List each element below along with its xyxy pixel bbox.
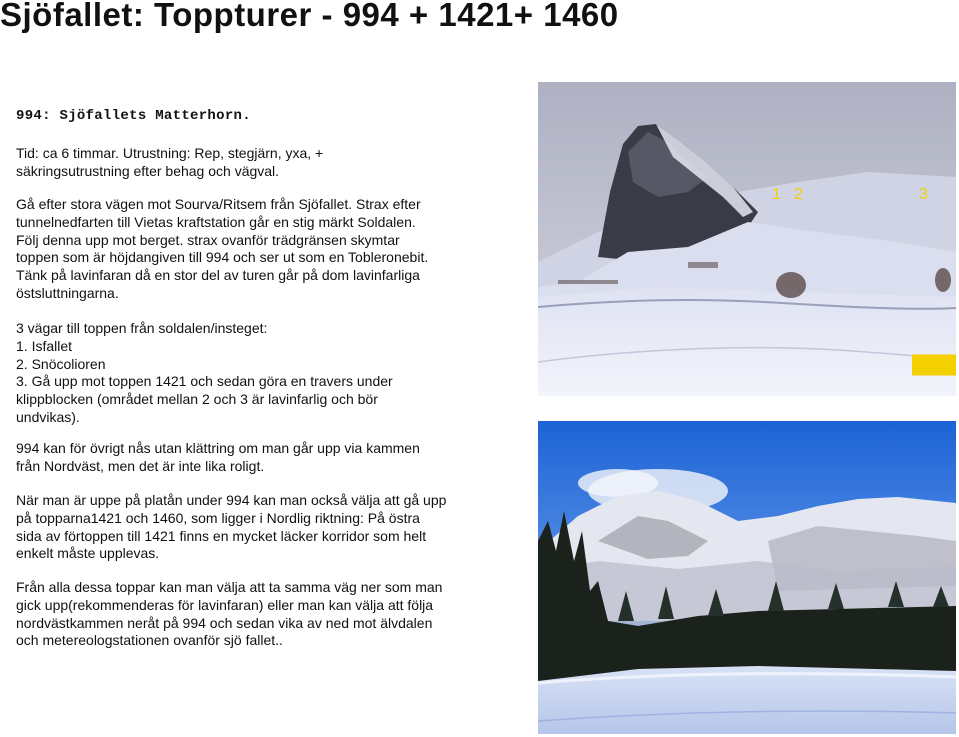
text-line: tunnelnedfarten till Vietas kraftstation går en stig märkt Soldalen. xyxy=(16,213,416,230)
text-line: gick upp(rekommenderas för lavinfaran) eller man kan välja att följa xyxy=(16,596,434,613)
list-item: 2. Snöcolioren xyxy=(16,355,106,372)
paragraph-descent xyxy=(16,579,536,650)
route-marker-1: 1 xyxy=(772,186,781,203)
text-line: från Nordväst, men det är inte lika roligt. xyxy=(16,457,265,474)
text-line: säkringsutrustning efter behag och vägval. xyxy=(16,162,280,179)
text-line: sida av förtoppen till 1421 finns en mycket läcker korridor som helt xyxy=(16,527,427,544)
paragraph-plateau xyxy=(16,492,536,563)
arrow-right-icon xyxy=(912,208,956,396)
route-list xyxy=(16,338,536,427)
paragraph-time-equipment xyxy=(16,145,536,181)
text-line: klippblocken (området mellan 2 och 3 är lavinfarlig och bör xyxy=(16,391,378,408)
list-item xyxy=(16,373,536,426)
text-line: Tid: ca 6 timmar. Utrustning: Rep, stegjärn, yxa, + xyxy=(16,145,324,161)
text-line: toppen som är höjdangiven till 994 och ser ut som en Tobleronebit. xyxy=(16,249,429,266)
text-line: Följ denna upp mot berget. strax ovanför trädgränsen skymtar xyxy=(16,231,400,248)
paragraph-northwest-ridge xyxy=(16,440,536,476)
list-item: 1. Isfallet xyxy=(16,337,73,354)
mountain-photo-illustration xyxy=(538,82,956,396)
photo-peak-994 xyxy=(538,82,956,396)
route-marker-2: 2 xyxy=(794,186,803,203)
section-heading-994: 994: Sjöfallets Matterhorn. xyxy=(16,108,251,124)
text-line: undvikas). xyxy=(16,408,80,425)
landscape-photo-illustration xyxy=(538,421,956,734)
text-line: nordvästkammen neråt på 994 och sedan vika av ned mot älvdalen xyxy=(16,614,433,631)
text-line: Gå efter stora vägen mot Sourva/Ritsem från Sjöfallet. Strax efter xyxy=(16,196,421,212)
text-line: Från alla dessa toppar kan man välja att ta samma väg ner som man xyxy=(16,579,443,595)
paragraph-route-description xyxy=(16,196,536,303)
page-title: Sjöfallet: Toppturer - 994 + 1421+ 1460 xyxy=(0,0,619,33)
text-line: 994 kan för övrigt nås utan klättring om man går upp via kammen xyxy=(16,440,420,456)
text-line: Tänk på lavinfaran då en stor del av turen går på dom lavinfarliga xyxy=(16,267,420,284)
text-line: 3. Gå upp mot toppen 1421 och sedan göra en travers under xyxy=(16,373,393,390)
text-line: östsluttningarna. xyxy=(16,284,119,301)
text-line: 3 vägar till toppen från soldalen/insteget: xyxy=(16,320,268,336)
text-line: på topparna1421 och 1460, som ligger i Nordlig riktning: På östra xyxy=(16,509,420,526)
paragraph-three-routes xyxy=(16,320,536,427)
text-line: enkelt måste upplevas. xyxy=(16,545,160,562)
photo-mountain-range xyxy=(538,421,956,734)
text-line: När man är uppe på platån under 994 kan man också välja att gå upp xyxy=(16,492,447,508)
text-line: och metereologstationen ovanför sjö fallet.. xyxy=(16,632,283,649)
route-marker-3: 3 xyxy=(919,186,928,203)
